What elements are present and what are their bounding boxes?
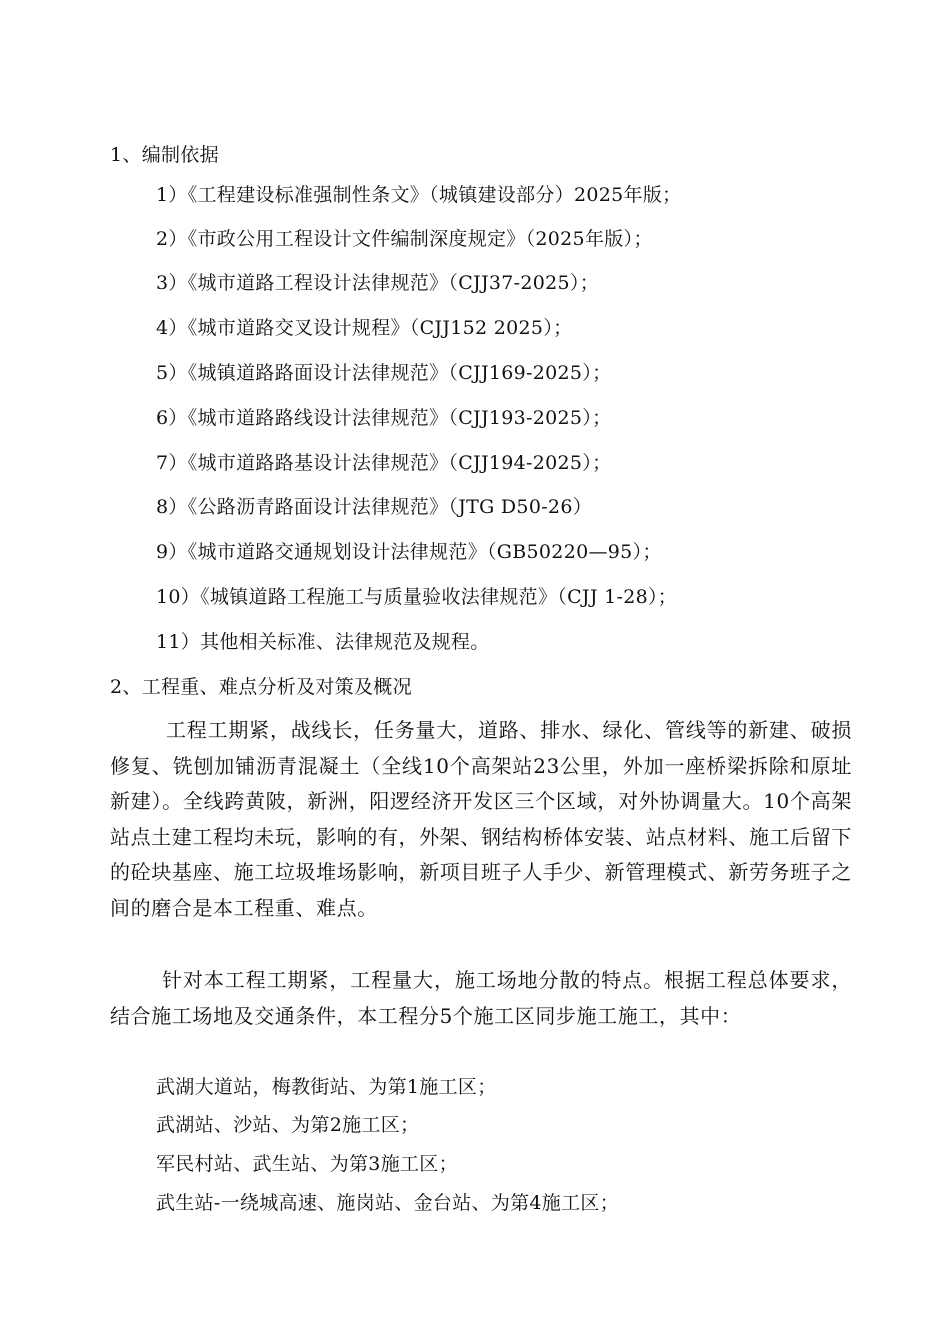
reference-item: 10）《城镇道路工程施工与质量验收法律规范》（CJJ 1-28）； [156, 586, 678, 608]
section-heading-basis: 1、编制依据 [110, 144, 219, 166]
reference-item: 2）《市政公用工程设计文件编制深度规定》（2025年版）； [156, 228, 653, 250]
reference-item: 11）其他相关标准、法律规范及规程。 [156, 631, 490, 653]
reference-item: 7）《城市道路路基设计法律规范》（CJJ194-2025）； [156, 452, 612, 474]
analysis-paragraph: 工程工期紧，战线长，任务量大，道路、排水、绿化、管线等的新建、破损修复、铣刨加铺沥青混凝土（全线10个高架站23公里，外加一座桥梁拆除和原址新建）。全线跨黄陂，新洲，阳逻经济开发区三个区域，对外协调量大。10个高架站点土建工程均未玩，影响的有，外架、钢结构桥体安装、站点材料、施工后留下的砼块基座、施工垃圾堆场影响，新项目班子人手少、新管理模式、新劳务班子之间的磨合是本工程重、难点。 [110, 718, 852, 920]
reference-item: 9）《城市道路交通规划设计法律规范》（GB50220—95）； [156, 541, 662, 563]
reference-item: 3）《城市道路工程设计法律规范》（CJJ37-2025）； [156, 272, 600, 294]
reference-item: 1）《工程建设标准强制性条文》（城镇建设部分）2025年版； [156, 184, 682, 206]
reference-item: 6）《城市道路路线设计法律规范》（CJJ193-2025）； [156, 407, 612, 429]
zoning-paragraph: 针对本工程工期紧，工程量大，施工场地分散的特点。根据工程总体要求，结合施工场地及交通条件，本工程分5个施工区同步施工施工，其中： [110, 968, 852, 1028]
zone-item: 军民村站、武生站、为第3施工区； [156, 1153, 458, 1175]
reference-item: 5）《城镇道路路面设计法律规范》（CJJ169-2025）； [156, 362, 612, 384]
zone-item: 武湖大道站，梅教街站、为第1施工区； [156, 1076, 497, 1098]
zone-item: 武生站-一绕城高速、施岗站、金台站、为第4施工区； [156, 1192, 620, 1214]
section-heading-analysis: 2、工程重、难点分析及对策及概况 [110, 676, 412, 698]
zone-item: 武湖站、沙站、为第2施工区； [156, 1114, 420, 1136]
reference-item: 4）《城市道路交叉设计规程》（CJJ152 2025）； [156, 317, 573, 339]
reference-item: 8）《公路沥青路面设计法律规范》（JTG D50-26） [156, 496, 593, 518]
